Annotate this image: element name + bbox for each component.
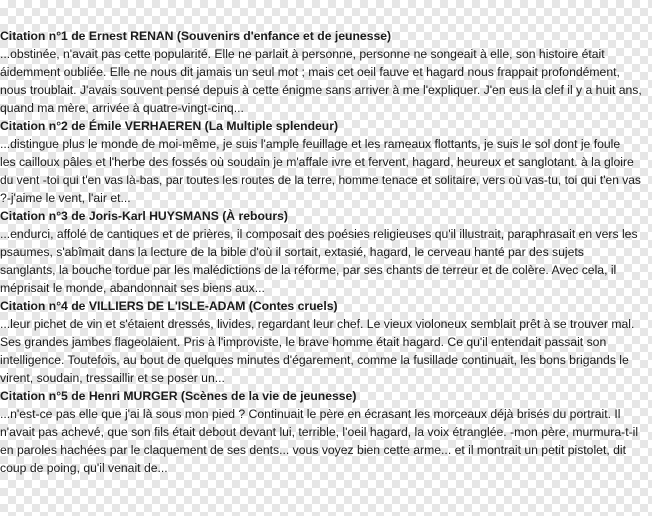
- citation-text-line: ?-j'aime le vent, l'air et...: [0, 191, 131, 205]
- citation-text-line: intelligence. Toutefois, au bout de quelques minutes d'égarement, comme la fusillade continuait, les bons brigands le: [0, 353, 629, 367]
- citation-block: [0, 297, 650, 387]
- citation-text-line: ...leur pichet de vin et s'étaient dressés, livides, regardant leur chef. Le vieux violoneux semblait prêt à se trouver mal.: [0, 317, 635, 331]
- citation-text-line: coup de poing, qu'il venait de...: [0, 461, 168, 475]
- document-body: [0, 27, 650, 477]
- citation-block: [0, 387, 650, 477]
- citation-text-line: du vent -toi qui t'en vas là-bas, par toutes les routes de la terre, homme tenace et solitaire, vers où vas-tu, toi qui t'en vas: [0, 173, 641, 187]
- citation-block: [0, 207, 650, 297]
- citation-text-line: les cailloux pâles et l'herbe des fossés où soudain je m'affale ivre et fervent, hagard, heureux et sanglotant. à la gloire: [0, 155, 634, 169]
- citation-text-line: ...endurci, affolé de cantiques et de prières, il composait des poésies religieuses qu'il illustrait, paraphrasait en vers les: [0, 227, 638, 241]
- citation-text-line: en paroles hachées par le claquement de ses dents... vous voyez bien cette arme... et il montrait un petit pistolet, dit: [0, 443, 626, 457]
- citation-heading: Citation n°4 de VILLIERS DE L'ISLE-ADAM (Contes cruels): [0, 299, 338, 313]
- citation-text-line: ...n'est-ce pas elle que j'ai là sous mon pied ? Continuait le père en écrasant les morceaux déjà brisés du portrait. Il: [0, 407, 621, 421]
- citation-text-line: virent, soudain, tressaillir et se poser un...: [0, 371, 225, 385]
- citation-heading: Citation n°1 de Ernest RENAN (Souvenirs d'enfance et de jeunesse): [0, 29, 392, 43]
- citation-text-line: psaumes, s'abîmait dans la lecture de la bible d'où il sortait, extasié, hagard, le cerveau hanté par des sujets: [0, 245, 584, 259]
- citation-text-line: ...distingue plus le monde de moi-même, je suis l'ample feuillage et les rameaux flottants, je suis le sol dont je foule: [0, 137, 621, 151]
- citation-block: [0, 27, 650, 117]
- citation-text-line: n'avait pas achevé, que son fils était debout devant lui, terrible, l'oeil hagard, la voix étranglée. -mon père, murmura-t-il: [0, 425, 639, 439]
- citation-text-line: Ses grandes jambes flageolaient. Pris à l'improviste, le brave homme était hagard. Ce qu'il entendait passait son: [0, 335, 607, 349]
- citation-text-line: quand ma mère, arrivée à quatre-vingt-cinq...: [0, 101, 244, 115]
- citation-heading: Citation n°3 de Joris-Karl HUYSMANS (À rebours): [0, 209, 288, 223]
- citation-text-line: sanglants, la bouche tordue par les malédictions de la réforme, par ses chants de terreur et de colère. Avec cela, il: [0, 263, 617, 277]
- citation-heading: Citation n°2 de Émile VERHAEREN (La Multiple splendeur): [0, 119, 339, 133]
- citation-heading: Citation n°5 de Henri MURGER (Scènes de la vie de jeunesse): [0, 389, 357, 403]
- citation-block: [0, 117, 650, 207]
- citation-text-line: áidemment oubliée. Elle ne nous dit jamais un seul mot ; mais cet oeil fauve et hagard nous frappait profondément,: [0, 65, 620, 79]
- citation-text-line: nous troublait. J'avais souvent pensé depuis à cette énigme sans arriver à me l'expliquer. J'en eus la clef il y a huit ans,: [0, 83, 642, 97]
- citation-text-line: méprisait le monde, abandonnait ses biens aux...: [0, 281, 265, 295]
- citation-text-line: ...obstinée, n'avait pas cette popularité. Elle ne parlait à personne, personne ne songeait à elle, son histoire était: [0, 47, 605, 61]
